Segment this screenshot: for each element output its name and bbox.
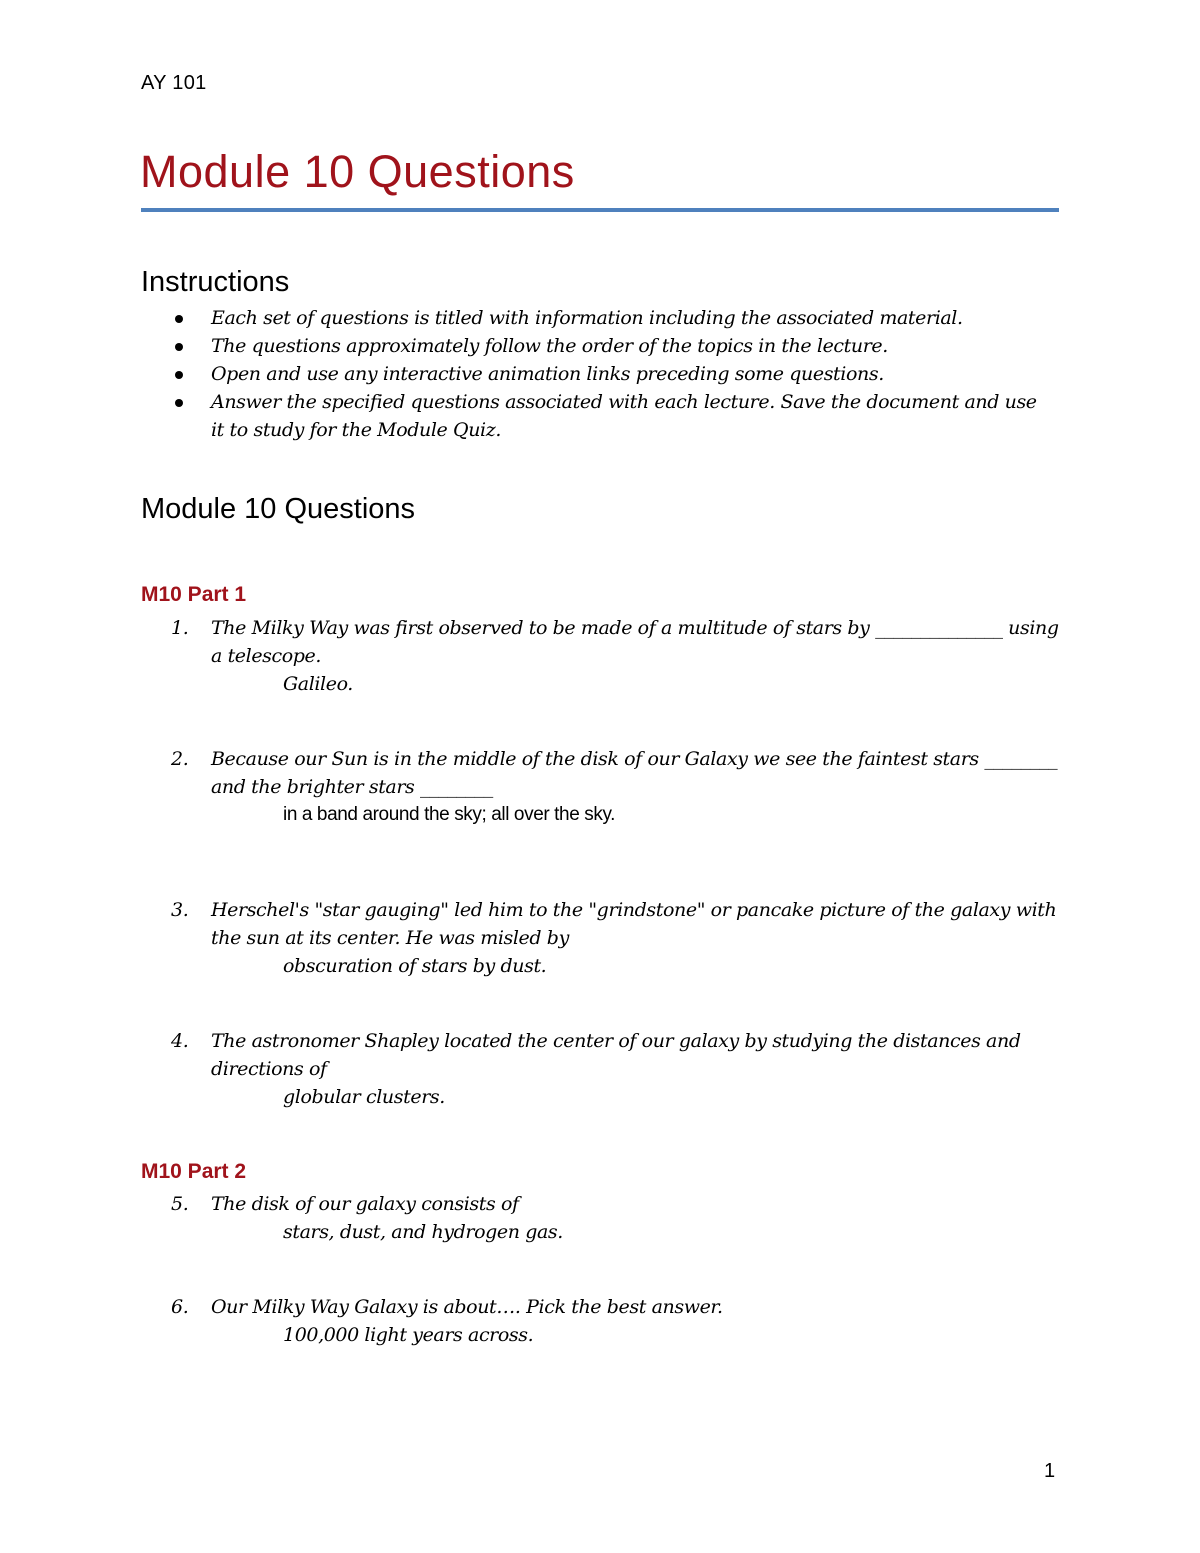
question-text: The Milky Way was first observed to be made of a multitude of stars by ______________ using a telescope. — [211, 617, 1059, 667]
question-number: 3. — [171, 899, 189, 921]
question-2 — [141, 745, 1061, 829]
part-1-heading: M10 Part 1 — [141, 583, 247, 606]
instructions-list — [141, 304, 1041, 444]
question-number: 5. — [171, 1193, 189, 1215]
question-number: 2. — [171, 748, 189, 770]
question-3 — [141, 896, 1061, 980]
question-text: Herschel's "star gauging" led him to the "grindstone" or pancake picture of the galaxy with the sun at its center. He was misled by — [211, 899, 1057, 949]
question-6 — [141, 1293, 1061, 1349]
question-4 — [141, 1027, 1061, 1111]
answer-text: Galileo. — [283, 673, 353, 695]
answer-text: obscuration of stars by dust. — [283, 955, 547, 977]
title-divider — [141, 208, 1059, 212]
instruction-item: Open and use any interactive animation links preceding some questions. — [141, 360, 1041, 388]
question-text: Because our Sun is in the middle of the disk of our Galaxy we see the faintest stars ________ and the brighter stars ________ — [211, 748, 1058, 798]
question-text: Our Milky Way Galaxy is about…. Pick the best answer. — [211, 1296, 723, 1318]
answer-text: 100,000 light years across. — [283, 1324, 534, 1346]
instructions-heading: Instructions — [141, 266, 290, 298]
instruction-item: The questions approximately follow the order of the topics in the lecture. — [141, 332, 1041, 360]
question-1 — [141, 614, 1061, 698]
question-number: 1. — [171, 617, 189, 639]
answer-text: in a band around the sky; all over the sky. — [283, 804, 616, 825]
answer-text: globular clusters. — [283, 1086, 445, 1108]
question-text: The astronomer Shapley located the center of our galaxy by studying the distances and directions of — [211, 1030, 1021, 1080]
question-text: The disk of our galaxy consists of — [211, 1193, 519, 1215]
page-number: 1 — [1044, 1460, 1056, 1482]
document-title: Module 10 Questions — [140, 146, 575, 197]
part-2-heading: M10 Part 2 — [141, 1160, 247, 1183]
instruction-item: Each set of questions is titled with information including the associated material. — [141, 304, 1041, 332]
course-header: AY 101 — [141, 72, 207, 94]
question-number: 6. — [171, 1296, 189, 1318]
question-number: 4. — [171, 1030, 189, 1052]
instruction-item: Answer the specified questions associated with each lecture. Save the document and use it to study for the Module Quiz. — [141, 388, 1041, 444]
question-5 — [141, 1190, 1061, 1246]
answer-text: stars, dust, and hydrogen gas. — [283, 1221, 563, 1243]
questions-heading: Module 10 Questions — [141, 493, 416, 525]
